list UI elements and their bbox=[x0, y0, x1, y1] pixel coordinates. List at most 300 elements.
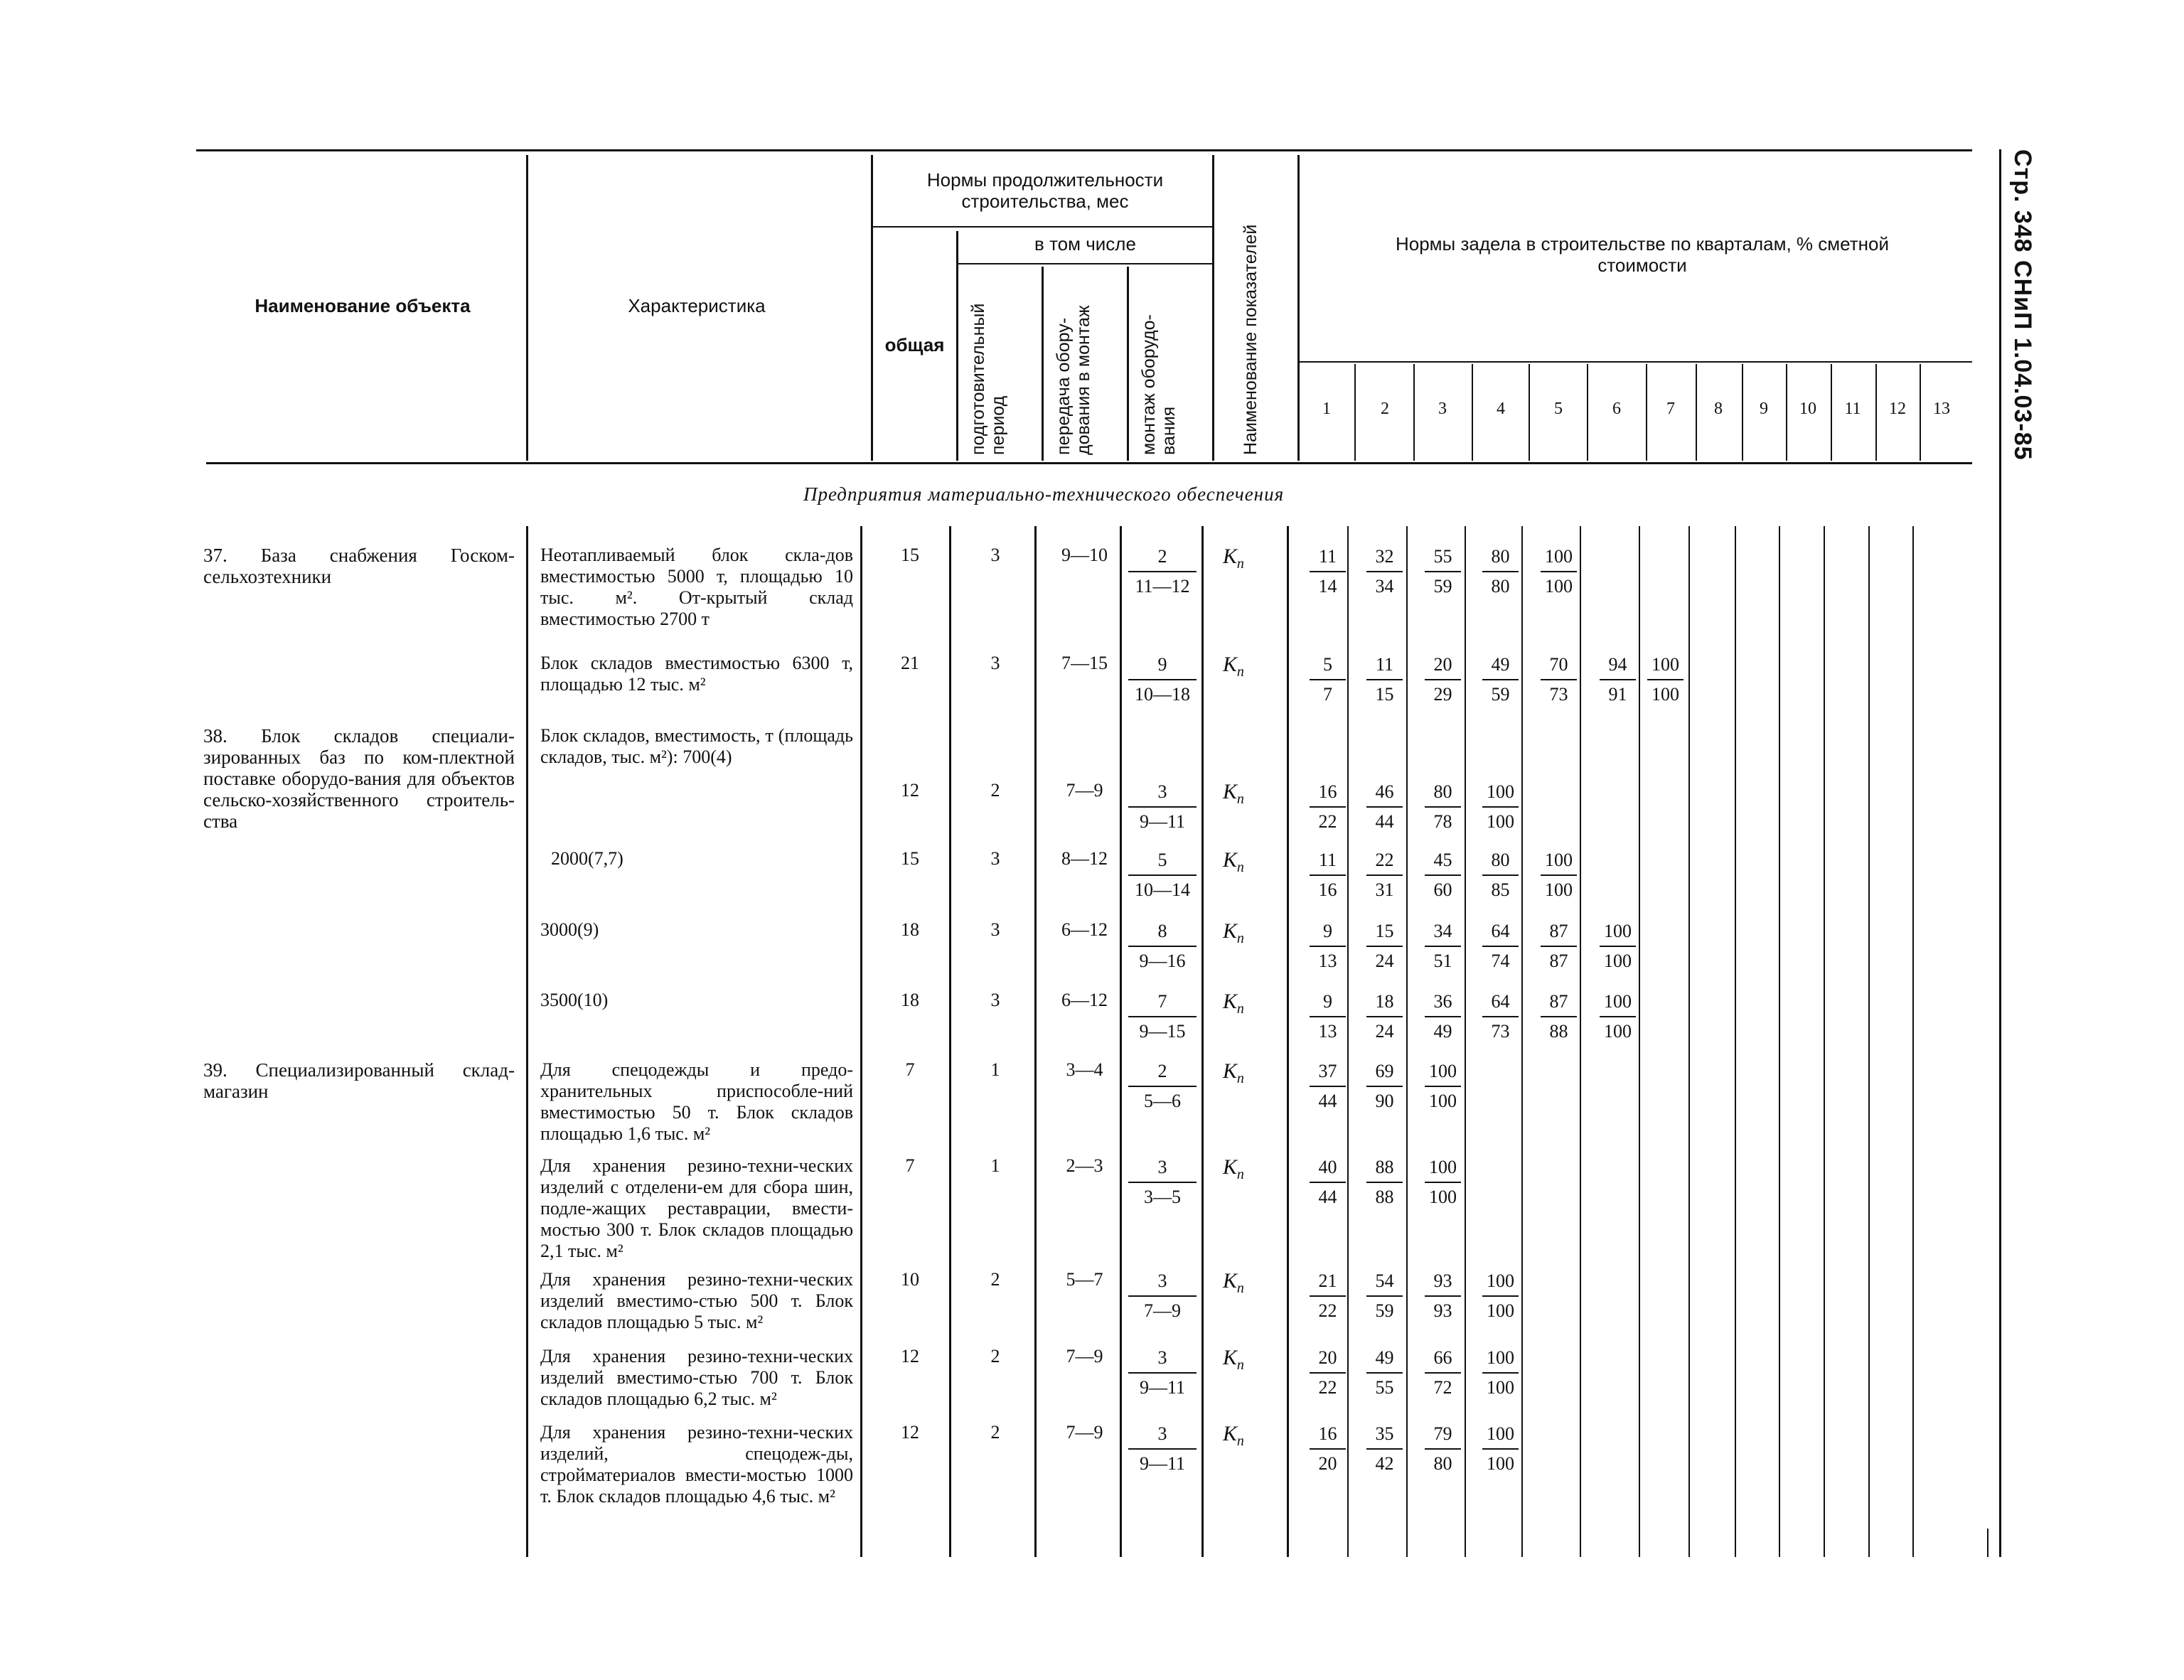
body-sep bbox=[1521, 526, 1523, 1557]
quarter-bottom: 100 bbox=[1652, 684, 1679, 705]
quarter-value bbox=[1365, 1155, 1404, 1209]
quarter-bottom: 34 bbox=[1375, 576, 1394, 596]
quarter-top: 22 bbox=[1375, 850, 1394, 870]
quarter-number: 3 bbox=[1438, 400, 1447, 418]
row-prep: 3 bbox=[990, 848, 1000, 869]
row-install bbox=[1127, 848, 1198, 902]
fraction-bar bbox=[1425, 1086, 1461, 1087]
fraction-bar bbox=[1541, 571, 1577, 572]
body-sep bbox=[1465, 526, 1466, 1557]
fraction-bar bbox=[1366, 679, 1403, 680]
header-norms-title: Нормы продолжительности строительства, мес bbox=[926, 169, 1164, 212]
quarter-bottom: 73 bbox=[1549, 684, 1568, 705]
quarter-value bbox=[1539, 919, 1578, 973]
quarter-value bbox=[1481, 1346, 1520, 1400]
quarter-number: 6 bbox=[1612, 400, 1621, 418]
quarter-top: 34 bbox=[1433, 921, 1452, 941]
quarter-value bbox=[1308, 1059, 1347, 1113]
quarter-value bbox=[1481, 919, 1520, 973]
row-total: 10 bbox=[901, 1269, 919, 1290]
quarter-bottom: 78 bbox=[1433, 811, 1452, 832]
side-rule bbox=[1999, 149, 2001, 1557]
install-top: 8 bbox=[1157, 921, 1167, 941]
quarter-value bbox=[1308, 919, 1347, 973]
quarter-bottom: 55 bbox=[1375, 1377, 1394, 1398]
header-sep bbox=[871, 155, 873, 461]
indicator-subscript: п bbox=[1236, 1071, 1244, 1086]
quarter-top: 93 bbox=[1433, 1270, 1452, 1291]
quarter-bottom: 42 bbox=[1375, 1453, 1394, 1474]
row-transfer: 5—7 bbox=[1066, 1269, 1103, 1290]
quarter-top: 69 bbox=[1375, 1061, 1394, 1081]
q-sep bbox=[1413, 364, 1415, 461]
quarter-value bbox=[1365, 653, 1404, 707]
quarter-value bbox=[1365, 1422, 1404, 1476]
install-bottom: 9—15 bbox=[1139, 1021, 1186, 1042]
fraction-bar bbox=[1128, 679, 1197, 680]
quarter-bottom: 100 bbox=[1429, 1091, 1457, 1111]
quarter-value bbox=[1308, 1346, 1347, 1400]
fraction-bar bbox=[1310, 1295, 1346, 1297]
quarter-bottom: 29 bbox=[1433, 684, 1452, 705]
body-sep bbox=[860, 526, 862, 1557]
fraction-bar bbox=[1366, 1182, 1403, 1183]
fraction-bar bbox=[1482, 874, 1519, 876]
quarter-value bbox=[1423, 1422, 1462, 1476]
quarter-top: 100 bbox=[1487, 1270, 1514, 1291]
quarter-bottom: 73 bbox=[1491, 1021, 1510, 1042]
quarter-top: 100 bbox=[1604, 921, 1632, 941]
quarter-bottom: 59 bbox=[1375, 1300, 1394, 1321]
body-sep bbox=[1735, 526, 1736, 1557]
body-sep bbox=[1287, 526, 1289, 1557]
quarter-number: 7 bbox=[1666, 400, 1675, 418]
row-prep: 1 bbox=[990, 1155, 1000, 1176]
quarter-bottom: 90 bbox=[1375, 1091, 1394, 1111]
fraction-bar bbox=[1541, 874, 1577, 876]
header-total: общая bbox=[884, 334, 945, 355]
indicator-subscript: п bbox=[1236, 1167, 1244, 1182]
fraction-bar bbox=[1366, 1086, 1403, 1087]
quarter-bottom: 15 bbox=[1375, 684, 1394, 705]
row-characteristic: Для хранения резино-техни-ческих изделий вместимо-стью 500 т. Блок складов площадью 5 тыс. м² bbox=[540, 1269, 853, 1332]
quarter-top: 15 bbox=[1375, 921, 1394, 941]
body-sep bbox=[1580, 526, 1581, 1557]
row-transfer: 6—12 bbox=[1061, 919, 1108, 940]
quarter-number: 11 bbox=[1844, 400, 1861, 418]
fraction-bar bbox=[1128, 946, 1197, 947]
quarter-top: 11 bbox=[1375, 654, 1394, 675]
fraction-bar bbox=[1128, 874, 1197, 876]
quarter-top: 49 bbox=[1375, 1347, 1394, 1368]
fraction-bar bbox=[1128, 806, 1197, 808]
body-sep bbox=[1824, 526, 1825, 1557]
row-total: 15 bbox=[901, 848, 919, 869]
fraction-bar bbox=[1482, 1295, 1519, 1297]
indicator-subscript: п bbox=[1236, 1357, 1244, 1373]
row-transfer: 7—9 bbox=[1066, 1422, 1103, 1443]
row-prep: 3 bbox=[990, 990, 1000, 1010]
row-transfer: 9—10 bbox=[1061, 545, 1108, 565]
fraction-bar bbox=[1366, 1448, 1403, 1450]
install-bottom: 9—11 bbox=[1139, 1453, 1186, 1474]
quarter-bottom: 87 bbox=[1549, 951, 1568, 971]
header-name-col: Наименование объекта bbox=[255, 295, 471, 316]
row-install bbox=[1127, 1269, 1198, 1323]
quarter-top: 87 bbox=[1549, 921, 1568, 941]
fraction-bar bbox=[1425, 679, 1461, 680]
quarter-value bbox=[1365, 990, 1404, 1044]
body-sep bbox=[1406, 526, 1408, 1557]
quarter-bottom: 24 bbox=[1375, 951, 1394, 971]
quarter-number: 8 bbox=[1714, 400, 1723, 418]
quarter-bottom: 14 bbox=[1318, 576, 1337, 596]
fraction-bar bbox=[1425, 571, 1461, 572]
row-characteristic: Для хранения резино-техни-ческих изделий, спецодеж-ды, стройматериалов вмести-мостью 1000 т. Блок складов площадью 4,6 тыс. м² bbox=[540, 1422, 853, 1507]
quarter-value bbox=[1365, 1269, 1404, 1323]
quarter-value bbox=[1423, 780, 1462, 834]
row-characteristic: Для спецодежды и предо-хранительных приспособле-ний вместимостью 50 т. Блок складов площадью 1,6 тыс. м² bbox=[540, 1059, 853, 1144]
indicator-kp: $К_п$ bbox=[1223, 653, 1244, 680]
quarter-bottom: 20 bbox=[1318, 1453, 1337, 1474]
fraction-bar bbox=[1600, 946, 1636, 947]
row-install bbox=[1127, 1422, 1198, 1476]
fraction-bar bbox=[1310, 806, 1346, 808]
body-sep bbox=[1639, 526, 1640, 1557]
fraction-bar bbox=[1600, 1016, 1636, 1017]
quarter-top: 18 bbox=[1375, 991, 1394, 1012]
body-sep bbox=[949, 526, 951, 1557]
q-sep bbox=[1472, 364, 1473, 461]
quarter-bottom: 85 bbox=[1491, 879, 1510, 900]
quarter-bottom: 100 bbox=[1545, 576, 1573, 596]
header-prep: подготовительный период bbox=[968, 303, 1008, 455]
row-install bbox=[1127, 1059, 1198, 1113]
row-total: 18 bbox=[901, 919, 919, 940]
row-transfer: 6—12 bbox=[1061, 990, 1108, 1010]
quarter-top: 54 bbox=[1375, 1270, 1394, 1291]
quarter-top: 80 bbox=[1491, 850, 1510, 870]
row-characteristic: 3500(10) bbox=[540, 990, 609, 1010]
row-characteristic: Для хранения резино-техни-ческих изделий вместимо-стью 700 т. Блок складов площадью 6,2 тыс. м² bbox=[540, 1346, 853, 1409]
quarter-value bbox=[1423, 1059, 1462, 1113]
q-sep bbox=[1587, 364, 1588, 461]
indicator-subscript: п bbox=[1236, 664, 1244, 680]
body-sep bbox=[1779, 526, 1780, 1557]
quarter-value bbox=[1481, 848, 1520, 902]
header-install: монтаж оборудо-вания bbox=[1139, 314, 1179, 455]
quarter-top: 79 bbox=[1433, 1423, 1452, 1444]
header-zadel-rule bbox=[1300, 361, 1972, 363]
quarter-value bbox=[1308, 1155, 1347, 1209]
row-install bbox=[1127, 780, 1198, 834]
indicator-subscript: п bbox=[1236, 1433, 1244, 1449]
indicator-kp: $К_п$ bbox=[1223, 1422, 1244, 1449]
quarter-top: 100 bbox=[1545, 546, 1573, 567]
quarter-number: 4 bbox=[1497, 400, 1505, 418]
body-sep bbox=[1688, 526, 1690, 1557]
header-sep bbox=[526, 155, 528, 461]
quarter-top: 36 bbox=[1433, 991, 1452, 1012]
section-title: Предприятия материально-технического обеспечения bbox=[803, 483, 1285, 505]
quarter-value bbox=[1308, 1269, 1347, 1323]
header-sep bbox=[1297, 155, 1300, 461]
row-characteristic: 3000(9) bbox=[540, 919, 599, 940]
install-bottom: 9—11 bbox=[1139, 811, 1186, 832]
quarter-bottom: 44 bbox=[1375, 811, 1394, 832]
header-sep bbox=[956, 231, 958, 461]
quarter-top: 21 bbox=[1318, 1270, 1337, 1291]
quarter-top: 5 bbox=[1323, 654, 1332, 675]
header-sep bbox=[1127, 267, 1129, 461]
row-prep: 3 bbox=[990, 919, 1000, 940]
row-install bbox=[1127, 919, 1198, 973]
quarter-value bbox=[1308, 990, 1347, 1044]
quarter-value bbox=[1598, 919, 1637, 973]
fraction-bar bbox=[1425, 806, 1461, 808]
quarter-number: 2 bbox=[1381, 400, 1389, 418]
fraction-bar bbox=[1425, 874, 1461, 876]
fraction-bar bbox=[1310, 1016, 1346, 1017]
header-incl: в том числе bbox=[1034, 233, 1136, 255]
quarter-top: 100 bbox=[1487, 781, 1514, 802]
quarter-value bbox=[1365, 919, 1404, 973]
quarter-number: 13 bbox=[1933, 400, 1950, 418]
quarter-top: 40 bbox=[1318, 1157, 1337, 1177]
fraction-bar bbox=[1482, 1016, 1519, 1017]
quarter-value bbox=[1598, 653, 1637, 707]
fraction-bar bbox=[1482, 806, 1519, 808]
quarter-value bbox=[1539, 990, 1578, 1044]
install-top: 3 bbox=[1157, 1157, 1167, 1177]
row-characteristic: Блок складов, вместимость, т (площадь складов, тыс. м²): 700(4) bbox=[540, 725, 853, 767]
fraction-bar bbox=[1366, 946, 1403, 947]
fraction-bar bbox=[1310, 1448, 1346, 1450]
install-bottom: 3—5 bbox=[1144, 1187, 1181, 1207]
quarter-top: 35 bbox=[1375, 1423, 1394, 1444]
header-zadel-title: Нормы задела в строительстве по кварталам, % сметной стоимости bbox=[1395, 233, 1889, 276]
install-top: 3 bbox=[1157, 1347, 1167, 1368]
quarter-top: 64 bbox=[1491, 921, 1510, 941]
body-sep bbox=[1912, 526, 1914, 1557]
indicator-subscript: п bbox=[1236, 791, 1244, 807]
quarter-top: 66 bbox=[1433, 1347, 1452, 1368]
indicator-kp: $К_п$ bbox=[1223, 990, 1244, 1017]
quarter-bottom: 72 bbox=[1433, 1377, 1452, 1398]
quarter-bottom: 100 bbox=[1604, 1021, 1632, 1042]
install-bottom: 9—16 bbox=[1139, 951, 1186, 971]
quarter-top: 88 bbox=[1375, 1157, 1394, 1177]
row-prep: 2 bbox=[990, 1269, 1000, 1290]
install-top: 3 bbox=[1157, 1270, 1167, 1291]
row-transfer: 7—9 bbox=[1066, 780, 1103, 801]
quarter-value bbox=[1423, 848, 1462, 902]
quarter-number: 5 bbox=[1554, 400, 1563, 418]
row-prep: 2 bbox=[990, 780, 1000, 801]
install-top: 2 bbox=[1157, 1061, 1167, 1081]
quarter-top: 20 bbox=[1433, 654, 1452, 675]
quarter-top: 100 bbox=[1604, 991, 1632, 1012]
fraction-bar bbox=[1128, 1295, 1197, 1297]
quarter-value bbox=[1365, 1346, 1404, 1400]
quarter-top: 32 bbox=[1375, 546, 1394, 567]
header-sep bbox=[1042, 267, 1044, 461]
quarter-bottom: 22 bbox=[1318, 1300, 1337, 1321]
fraction-bar bbox=[1128, 1016, 1197, 1017]
quarter-bottom: 100 bbox=[1487, 1300, 1514, 1321]
quarter-value bbox=[1423, 919, 1462, 973]
indicator-subscript: п bbox=[1236, 860, 1244, 875]
indicator-kp: $К_п$ bbox=[1223, 1155, 1244, 1182]
indicator-subscript: п bbox=[1236, 1001, 1244, 1017]
fraction-bar bbox=[1482, 1448, 1519, 1450]
install-bottom: 5—6 bbox=[1144, 1091, 1181, 1111]
fraction-bar bbox=[1425, 1182, 1461, 1183]
body-sep bbox=[1347, 526, 1349, 1557]
quarter-top: 100 bbox=[1652, 654, 1679, 675]
quarter-value bbox=[1481, 1269, 1520, 1323]
quarter-number: 12 bbox=[1889, 400, 1906, 418]
fraction-bar bbox=[1425, 1372, 1461, 1374]
quarter-bottom: 13 bbox=[1318, 951, 1337, 971]
quarter-top: 80 bbox=[1433, 781, 1452, 802]
fraction-bar bbox=[1366, 571, 1403, 572]
quarter-top: 94 bbox=[1608, 654, 1627, 675]
indicator-kp: $К_п$ bbox=[1223, 1346, 1244, 1373]
q-sep bbox=[1646, 364, 1647, 461]
indicator-kp: $К_п$ bbox=[1223, 1059, 1244, 1086]
indicator-subscript: п bbox=[1236, 931, 1244, 946]
quarter-top: 11 bbox=[1318, 546, 1337, 567]
quarter-value bbox=[1539, 653, 1578, 707]
indicator-kp: $К_п$ bbox=[1223, 545, 1244, 572]
fraction-bar bbox=[1310, 1086, 1346, 1087]
quarter-top: 49 bbox=[1491, 654, 1510, 675]
row-characteristic: 2000(7,7) bbox=[551, 848, 623, 869]
quarter-bottom: 100 bbox=[1545, 879, 1573, 900]
fraction-bar bbox=[1541, 679, 1577, 680]
body-sep bbox=[1034, 526, 1037, 1557]
fraction-bar bbox=[1310, 679, 1346, 680]
row-transfer: 8—12 bbox=[1061, 848, 1108, 869]
quarter-top: 100 bbox=[1487, 1423, 1514, 1444]
quarter-top: 64 bbox=[1491, 991, 1510, 1012]
quarter-bottom: 49 bbox=[1433, 1021, 1452, 1042]
header-incl-rule bbox=[958, 263, 1212, 264]
indicator-kp: $К_п$ bbox=[1223, 848, 1244, 875]
quarter-value bbox=[1481, 780, 1520, 834]
fraction-bar bbox=[1310, 874, 1346, 876]
fraction-bar bbox=[1647, 679, 1684, 680]
install-bottom: 9—11 bbox=[1139, 1377, 1186, 1398]
fraction-bar bbox=[1482, 679, 1519, 680]
indicator-kp: $К_п$ bbox=[1223, 919, 1244, 946]
install-top: 2 bbox=[1157, 546, 1167, 567]
row-total: 12 bbox=[901, 1422, 919, 1443]
fraction-bar bbox=[1425, 1295, 1461, 1297]
row-install bbox=[1127, 1346, 1198, 1400]
page-side-title: Стр. 348 СНиП 1.04.03-85 bbox=[2009, 149, 2036, 461]
quarter-top: 100 bbox=[1429, 1157, 1457, 1177]
row-transfer: 3—4 bbox=[1066, 1059, 1103, 1080]
row-prep: 3 bbox=[990, 653, 1000, 673]
quarter-bottom: 80 bbox=[1491, 576, 1510, 596]
quarter-bottom: 44 bbox=[1318, 1091, 1337, 1111]
install-top: 9 bbox=[1157, 654, 1167, 675]
row-total: 7 bbox=[905, 1059, 915, 1080]
fraction-bar bbox=[1310, 1182, 1346, 1183]
row-total: 15 bbox=[901, 545, 919, 565]
object-name: 37. База снабжения Госком-сельхозтехники bbox=[203, 545, 515, 587]
body-sep bbox=[1868, 526, 1870, 1557]
quarter-top: 55 bbox=[1433, 546, 1452, 567]
row-prep: 2 bbox=[990, 1422, 1000, 1443]
quarter-value bbox=[1308, 848, 1347, 902]
header-sep bbox=[1212, 155, 1214, 461]
fraction-bar bbox=[1128, 1182, 1197, 1183]
body-sep bbox=[1201, 526, 1204, 1557]
quarter-value bbox=[1423, 1346, 1462, 1400]
object-name: 38. Блок складов специали-зированных баз по ком-плектной поставке оборудо-вания для объектов сельско-хозяйственного строитель-ства bbox=[203, 725, 515, 832]
quarter-value bbox=[1539, 848, 1578, 902]
quarter-top: 70 bbox=[1549, 654, 1568, 675]
row-prep: 1 bbox=[990, 1059, 1000, 1080]
fraction-bar bbox=[1541, 946, 1577, 947]
fraction-bar bbox=[1366, 874, 1403, 876]
fraction-bar bbox=[1366, 1372, 1403, 1374]
object-name: 39. Специализированный склад-магазин bbox=[203, 1059, 515, 1102]
quarter-value bbox=[1365, 848, 1404, 902]
quarter-bottom: 13 bbox=[1318, 1021, 1337, 1042]
fraction-bar bbox=[1425, 1448, 1461, 1450]
quarter-value bbox=[1423, 990, 1462, 1044]
quarter-bottom: 31 bbox=[1375, 879, 1394, 900]
quarter-number: 10 bbox=[1799, 400, 1816, 418]
quarter-top: 100 bbox=[1487, 1347, 1514, 1368]
quarter-top: 9 bbox=[1323, 921, 1332, 941]
fraction-bar bbox=[1482, 946, 1519, 947]
quarter-bottom: 88 bbox=[1549, 1021, 1568, 1042]
install-bottom: 11—12 bbox=[1135, 576, 1190, 596]
fraction-bar bbox=[1310, 571, 1346, 572]
quarter-value bbox=[1481, 990, 1520, 1044]
header-indicator: Наименование показателей bbox=[1241, 224, 1260, 455]
quarter-number: 1 bbox=[1322, 400, 1331, 418]
quarter-bottom: 100 bbox=[1487, 1453, 1514, 1474]
quarter-bottom: 44 bbox=[1318, 1187, 1337, 1207]
header-top-rule bbox=[196, 149, 1972, 151]
quarter-top: 20 bbox=[1318, 1347, 1337, 1368]
quarter-value bbox=[1308, 780, 1347, 834]
quarter-bottom: 51 bbox=[1433, 951, 1452, 971]
quarter-bottom: 16 bbox=[1318, 879, 1337, 900]
indicator-subscript: п bbox=[1236, 556, 1244, 572]
fraction-bar bbox=[1310, 946, 1346, 947]
quarter-number: 9 bbox=[1760, 400, 1768, 418]
row-characteristic: Неотапливаемый блок скла-дов вместимостью 5000 т, площадью 10 тыс. м². От-крытый склад вместимостью 2700 т bbox=[540, 545, 853, 629]
row-characteristic: Для хранения резино-техни-ческих изделий с отделени-ем для сбора шин, подле-жащих реставрации, вмести-мостью 300 т. Блок складов площадью 2,1 тыс. м² bbox=[540, 1155, 853, 1261]
q-sep bbox=[1354, 364, 1356, 461]
quarter-bottom: 93 bbox=[1433, 1300, 1452, 1321]
quarter-bottom: 60 bbox=[1433, 879, 1452, 900]
quarter-bottom: 24 bbox=[1375, 1021, 1394, 1042]
quarter-top: 100 bbox=[1429, 1061, 1457, 1081]
quarter-bottom: 22 bbox=[1318, 1377, 1337, 1398]
quarter-value bbox=[1539, 545, 1578, 599]
quarter-top: 45 bbox=[1433, 850, 1452, 870]
header-char-col: Характеристика bbox=[628, 295, 766, 316]
fraction-bar bbox=[1541, 1016, 1577, 1017]
